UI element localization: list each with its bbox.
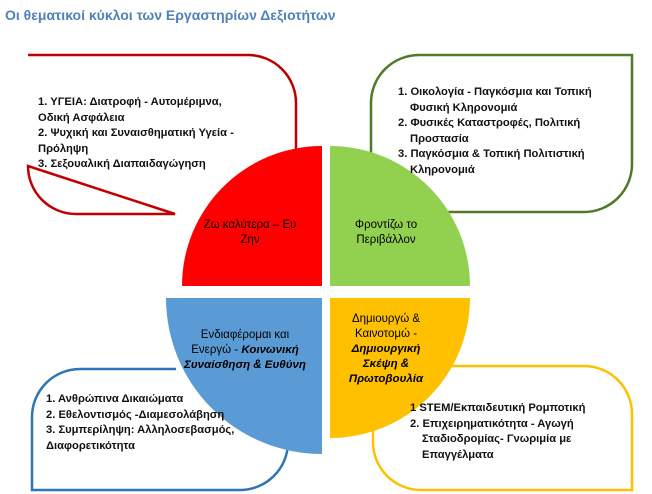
quadrant-label-line: Σκέψη & <box>362 358 410 370</box>
box-line: 1. Ανθρώπινα Δικαιώματα <box>46 393 184 405</box>
quadrant-blue-label <box>170 328 320 373</box>
quadrant-yellow-label <box>336 312 436 387</box>
box-line: Σταδιοδρομίας- Γνωριμία με <box>422 433 572 445</box>
quadrant-label-line: Φροντίζω το <box>354 219 418 231</box>
quadrant-label-line: Ενδιαφέρομαι και <box>200 329 290 341</box>
box-line: 3. Παγκόσμια & Τοπική Πολιτιστική <box>398 148 585 160</box>
box-line: 2. Φυσικές Καταστροφές, Πολιτική <box>398 117 581 129</box>
box-line: Προστασία <box>410 132 469 145</box>
box-line: Φυσική Κληρονομιά <box>410 101 518 114</box>
box-line: Διαφορετικότητα <box>46 439 135 452</box>
quadrant-label-line: Περιβάλλον <box>356 234 416 246</box>
quadrant-label-line: Καινοτομώ - <box>354 328 418 340</box>
quadrant-label-line: Πρωτοβουλία <box>348 373 424 385</box>
box-top-right-text <box>398 85 592 178</box>
box-line: 3. Σεξουαλική Διαπαιδαγώγηση <box>38 158 206 170</box>
box-line: Πρόληψη <box>38 142 89 155</box>
box-line: 1. Οικολογία - Παγκόσμια και Τοπική <box>398 86 592 98</box>
box-top-left-text <box>38 95 234 173</box>
quadrant-label-line <box>170 343 320 358</box>
quadrant-label-line: Δημιουργώ & <box>351 313 421 325</box>
box-bottom-left-text <box>46 392 234 454</box>
page-title: Οι θεματικοί κύκλοι των Εργαστηρίων Δεξιοτήτων <box>5 7 336 23</box>
box-bottom-right-text <box>410 401 585 463</box>
quadrant-label-line: Ζην <box>240 234 260 246</box>
box-line: Κληρονομιά <box>410 163 475 176</box>
quadrant-label-line: Συναίσθηση & Ευθύνη <box>184 359 306 371</box>
box-line: Οδική Ασφάλεια <box>38 111 125 124</box>
quadrant-label-part: Κοινωνική <box>241 344 299 356</box>
box-line: 2. Ψυχική και Συναισθηματική Υγεία - <box>38 127 234 139</box>
box-line: Επαγγέλματα <box>422 448 494 461</box>
quadrant-label-line: Ζω καλύτερα – Ευ <box>203 219 297 231</box>
box-line: 1 STEM/Εκπαιδευτική Ρομποτική <box>410 402 586 414</box>
box-line: 1. ΥΓΕΙΑ: Διατροφή - Αυτομέριμνα, <box>38 96 222 108</box>
box-line: 2. Επιχειρηματικότητα - Αγωγή <box>410 417 574 430</box>
box-line: 3. Συμπερίληψη: Αλληλοσεβασμός, <box>46 424 235 436</box>
quadrant-red-label <box>186 218 314 248</box>
box-line: 2. Εθελοντισμός -Διαμεσολάβηση <box>46 408 225 421</box>
quadrant-label-line: Δημιουργική <box>351 343 421 355</box>
quadrant-label-part: Ενεργώ - <box>191 344 242 356</box>
quadrant-green-label <box>334 218 438 248</box>
